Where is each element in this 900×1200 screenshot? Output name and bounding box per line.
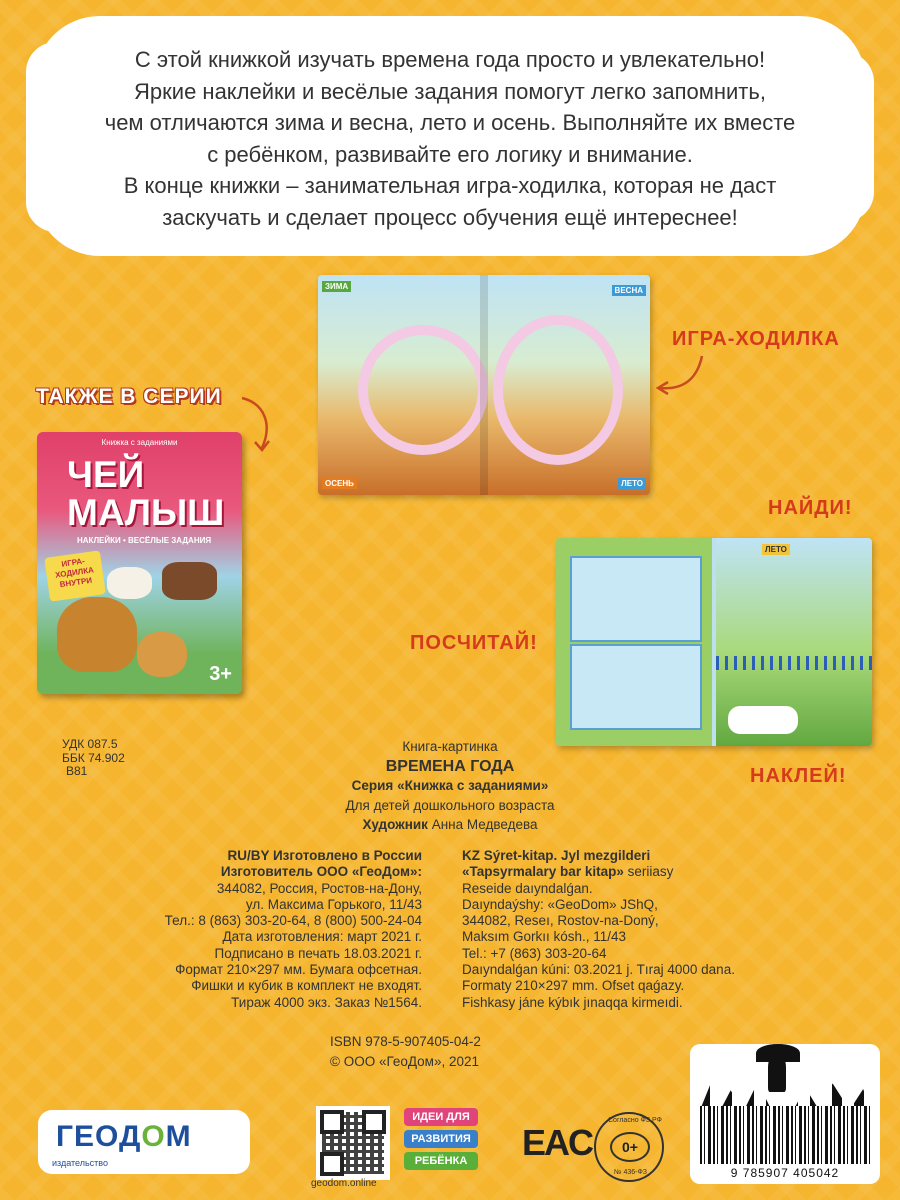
imprint-line: «Tapsyrmalary bar kitap» seriiasy xyxy=(462,864,674,880)
book-type: Книга-картинка xyxy=(402,739,498,754)
imprint-line: 344082, Reseı, Rostov-na-Doný, xyxy=(462,913,659,929)
game-path xyxy=(493,315,623,465)
book-subtitle: НАКЛЕЙКИ • ВЕСЁЛЫЕ ЗАДАНИЯ xyxy=(77,536,212,545)
arrow-icon xyxy=(652,350,708,400)
compare-picture xyxy=(570,644,702,730)
publisher-name: ГЕОДОМ xyxy=(56,1120,192,1153)
intro-line: В конце книжки – занимательная игра-ходилка, которая не даст xyxy=(123,173,777,198)
label-count: ПОСЧИТАЙ! xyxy=(410,632,538,654)
book-series-line: Серия «Книжка с заданиями» xyxy=(351,778,549,793)
spread-fold xyxy=(480,275,488,495)
compare-picture xyxy=(570,556,702,642)
bear-illustration xyxy=(107,567,152,599)
imprint-kz xyxy=(462,848,782,1011)
book-audience: Для детей дошкольного возраста xyxy=(345,797,555,813)
age-rating-value: 0+ xyxy=(610,1132,650,1162)
isbn-block xyxy=(330,1032,590,1072)
isbn-number: ISBN 978-5-907405-04-2 xyxy=(330,1034,481,1049)
intro-line: С этой книжкой изучать времена года просто и увлекательно! xyxy=(134,47,766,72)
barcode xyxy=(690,1044,880,1184)
qr-corner xyxy=(320,1110,344,1134)
eac-mark-icon: EAC xyxy=(522,1122,593,1163)
barcode-digits: 9 785907 405042 xyxy=(730,1166,840,1180)
task-bubble xyxy=(728,706,798,734)
game-path xyxy=(358,325,488,455)
copyright: © ООО «ГеоДом», 2021 xyxy=(330,1054,480,1069)
publisher-caption: издательство xyxy=(52,1158,108,1168)
website-url[interactable]: geodom.online xyxy=(311,1178,377,1189)
season-label-spring: ВЕСНА xyxy=(612,285,646,296)
season-label-winter: ЗИМА xyxy=(322,281,351,292)
imprint-line: Изготовитель ООО «ГеоДом»: xyxy=(220,864,422,880)
udk-line: УДК 087.5 xyxy=(62,737,118,751)
qr-code-icon[interactable] xyxy=(316,1106,390,1180)
intro-text xyxy=(70,44,830,233)
imprint-line: KZ Sýret-kitap. Jyl mezgilderi xyxy=(462,848,651,863)
imprint-line: Reseide daıyndalǵan. xyxy=(462,880,593,896)
imprint-line: 344082, Россия, Ростов-на-Дону, xyxy=(216,880,422,896)
udk-block xyxy=(62,738,125,779)
imprint-line: Тел.: 8 (863) 303-20-64, 8 (800) 500-24-04 xyxy=(164,913,422,929)
cub-illustration xyxy=(137,632,187,677)
label-find: НАЙДИ! xyxy=(768,497,853,519)
book-age: 3+ xyxy=(209,663,232,685)
deer-illustration xyxy=(162,562,217,600)
girl-silhouette xyxy=(768,1052,786,1092)
intro-line: чем отличаются зима и весна, лето и осень. Выполняйте их вместе xyxy=(104,110,796,135)
label-stick: НАКЛЕЙ! xyxy=(750,765,847,787)
imprint-line: Подписано в печать 18.03.2021 г. xyxy=(214,945,422,961)
book-title-line: МАЛЫШ xyxy=(67,492,225,533)
arrow-icon xyxy=(236,392,280,456)
book-title-line: ЧЕЙ xyxy=(67,454,145,495)
book-name: ВРЕМЕНА ГОДА xyxy=(385,757,515,775)
ideas-line: ИДЕИ ДЛЯ xyxy=(404,1108,478,1126)
age-rating-top: Согласно ФЗ РФ xyxy=(608,1117,662,1124)
fence-illustration xyxy=(716,656,872,670)
qr-corner xyxy=(320,1152,344,1176)
imprint-line: Tel.: +7 (863) 303-20-64 xyxy=(462,945,607,961)
imprint-line: Тираж 4000 экз. Заказ №1564. xyxy=(231,994,422,1010)
imprint-line: Maksım Gorkıı kósh., 11/43 xyxy=(462,929,627,945)
book-artist-line: Художник Анна Медведева xyxy=(362,817,538,832)
publisher-logo xyxy=(38,1110,250,1174)
imprint-line: Formaty 210×297 mm. Ofset qaǵazy. xyxy=(462,978,685,994)
udk-line: ББК 74.902 xyxy=(62,750,125,765)
imprint-line: Daıyndalǵan kúni: 03.2021 j. Tıraj 4000 dana. xyxy=(462,962,735,978)
intro-line: заскучать и сделает процесс обучения ещё интереснее! xyxy=(162,204,738,230)
ideas-badge xyxy=(404,1108,478,1174)
season-label-summer: ЛЕТО xyxy=(618,478,646,489)
age-rating-icon xyxy=(594,1112,664,1182)
intro-line: Яркие наклейки и весёлые задания помогут легко запомнить, xyxy=(134,78,766,104)
find-spread-image xyxy=(556,538,872,746)
season-label-autumn: ОСЕНЬ xyxy=(322,478,357,489)
ideas-line: РАЗВИТИЯ xyxy=(404,1130,478,1148)
udk-line: В81 xyxy=(66,764,88,778)
series-book-cover xyxy=(37,432,242,694)
lion-illustration xyxy=(57,597,137,672)
age-rating-bottom: № 436-ФЗ xyxy=(614,1169,648,1176)
imprint-line: Дата изготовления: март 2021 г. xyxy=(222,929,422,945)
game-spread-image xyxy=(318,275,650,495)
intro-line: с ребёнком, развивайте его логику и внимание. xyxy=(207,141,693,167)
qr-corner xyxy=(362,1110,386,1134)
label-game: ИГРА-ХОДИЛКА xyxy=(672,328,840,350)
book-badge: ИГРА-ХОДИЛКА ВНУТРИ xyxy=(44,550,106,601)
imprint-line: Daıyndaýshy: «GeoDom» JShQ, xyxy=(462,896,658,912)
season-label-summer: ЛЕТО xyxy=(762,544,790,555)
imprint-line: Fishkasy jáne kýbık jınaqqa kirmeıdi. xyxy=(462,994,683,1010)
book-series-label: Книжка с заданиями xyxy=(101,438,178,447)
imprint-ru xyxy=(160,848,422,1011)
label-series: ТАКЖЕ В СЕРИИ xyxy=(36,385,222,408)
ideas-line: РЕБЁНКА xyxy=(404,1152,478,1170)
imprint-line: RU/BY Изготовлено в России xyxy=(227,848,422,863)
barcode-bars xyxy=(700,1106,870,1164)
book-title xyxy=(67,456,224,532)
imprint-line: Фишки и кубик в комплект не входят. xyxy=(191,978,422,994)
book-info xyxy=(250,737,650,835)
imprint-line: Формат 210×297 мм. Бумага офсетная. xyxy=(175,962,422,978)
imprint-line: ул. Максима Горького, 11/43 xyxy=(245,896,422,912)
